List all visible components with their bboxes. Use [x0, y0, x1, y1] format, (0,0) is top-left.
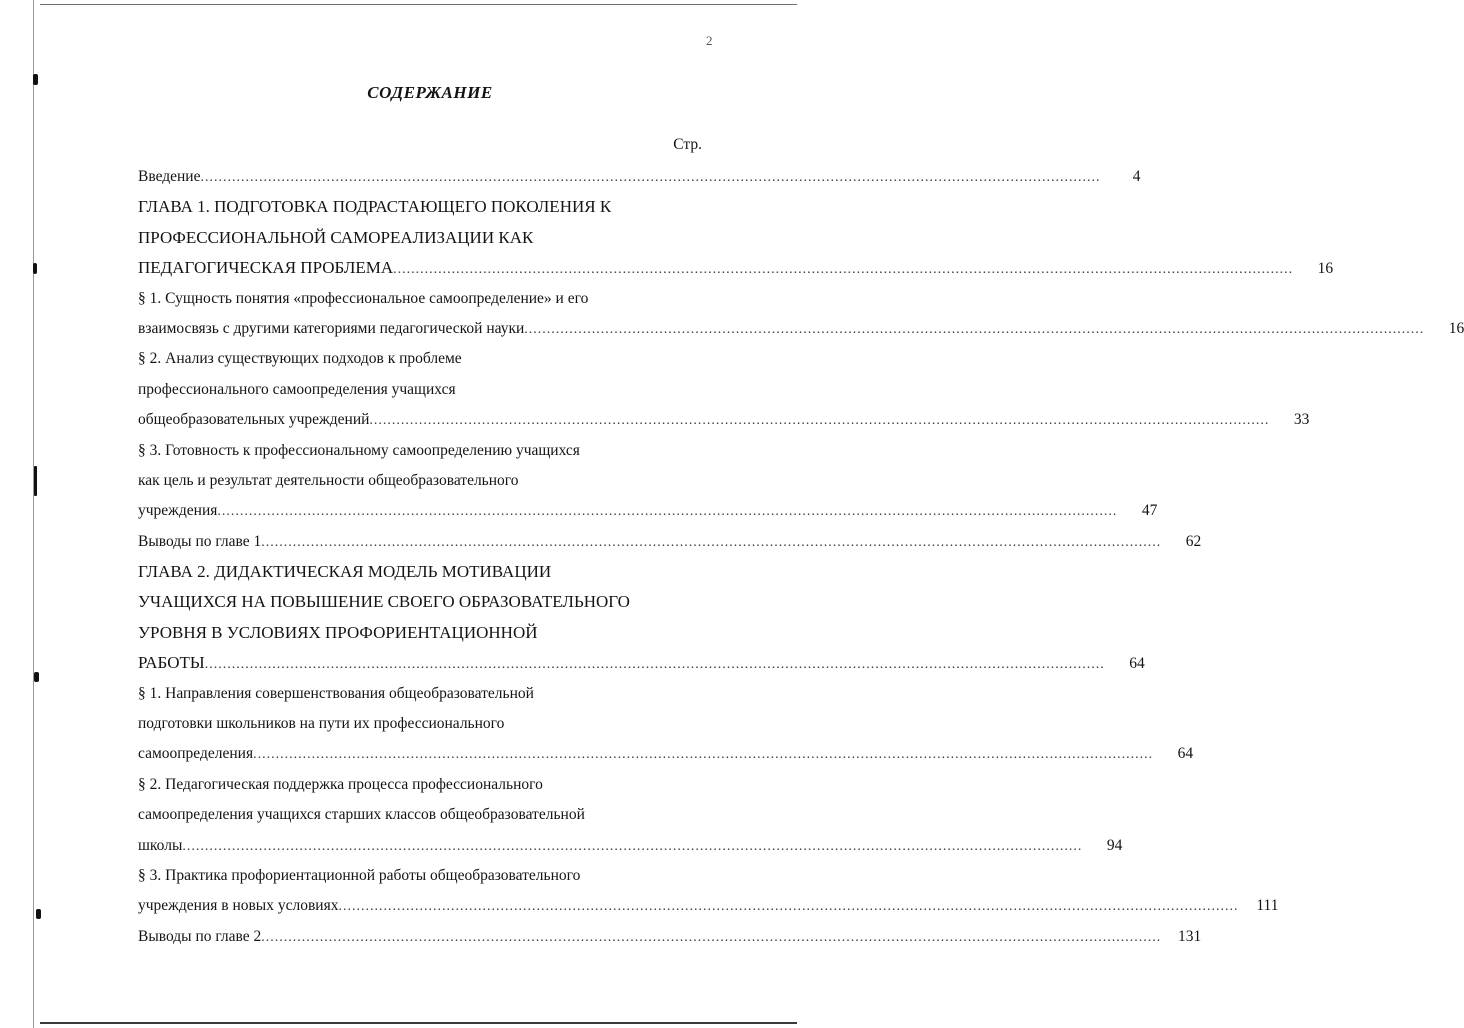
- scan-speck: [34, 672, 39, 682]
- toc-entry-title: учреждения: [138, 502, 218, 520]
- toc-entry: [138, 527, 1202, 557]
- toc-page-number: 64: [1177, 745, 1194, 763]
- toc-leader-dots: ........................................................................................................................................................................................................: [217, 504, 1118, 520]
- toc-entry-line: ПРОФЕССИОНАЛЬНОЙ САМОРЕАЛИЗАЦИИ КАК: [138, 227, 534, 247]
- toc-entry-line: § 1. Сущность понятия «профессиональное самоопределение» и его: [138, 289, 589, 307]
- toc-entry-title: Выводы по главе 2: [138, 927, 262, 945]
- toc-entry-last-line: [138, 527, 1202, 557]
- toc-entry-title: общеобразовательных учреждений: [138, 411, 370, 429]
- page-column-header: Стр.: [673, 136, 702, 153]
- page-title: СОДЕРЖАНИЕ: [367, 83, 493, 102]
- toc-entry: [138, 344, 1310, 435]
- toc-entry-last-line: [138, 162, 1141, 192]
- toc-leader-dots: ........................................................................................................................................................................................................: [253, 747, 1154, 763]
- table-of-contents: [138, 162, 1464, 952]
- toc-page-number: 16: [1448, 319, 1464, 337]
- toc-entry-title: ПЕДАГОГИЧЕСКАЯ ПРОБЛЕМА: [138, 258, 394, 278]
- toc-leader-dots: ........................................................................................................................................................................................................: [393, 262, 1294, 278]
- scan-edge-top: [40, 4, 797, 5]
- page-number: 2: [706, 33, 713, 48]
- toc-entry: [138, 436, 1158, 527]
- toc-page-number: 111: [1256, 897, 1279, 915]
- toc-entry-line: профессионального самоопределения учащихся: [138, 380, 456, 398]
- toc-entry-last-line: [138, 253, 1334, 283]
- toc-entry-line: ГЛАВА 2. ДИДАКТИЧЕСКАЯ МОДЕЛЬ МОТИВАЦИИ: [138, 562, 552, 582]
- toc-entry-last-line: [138, 922, 1202, 952]
- toc-entry-title: взаимосвязь с другими категориями педагогической науки: [138, 319, 525, 337]
- toc-entry-line: § 2. Анализ существующих подходов к проблеме: [138, 350, 462, 368]
- toc-page-number: 64: [1129, 655, 1145, 673]
- toc-entry-last-line: [138, 831, 1123, 861]
- toc-page-number: 94: [1106, 836, 1123, 854]
- toc-entry-line: подготовки школьников на пути их профессионального: [138, 715, 505, 733]
- toc-entry-line: § 3. Готовность к профессиональному самоопределению учащихся: [138, 441, 580, 459]
- toc-page-number: 62: [1185, 532, 1202, 550]
- toc-entry: [138, 192, 1334, 283]
- toc-entry-title: РАБОТЫ: [138, 653, 205, 673]
- toc-entry: [138, 922, 1202, 952]
- toc-entry-line: § 2. Педагогическая поддержка процесса профессионального: [138, 775, 543, 793]
- toc-leader-dots: ........................................................................................................................................................................................................: [182, 838, 1083, 854]
- toc-leader-dots: ........................................................................................................................................................................................................: [524, 321, 1425, 337]
- toc-entry-title: Введение: [138, 168, 201, 185]
- toc-leader-dots: ........................................................................................................................................................................................................: [369, 413, 1270, 429]
- toc-page-number: 16: [1317, 260, 1334, 278]
- toc-entry-title: самоопределения: [138, 745, 254, 763]
- toc-entry: [138, 557, 1145, 679]
- scan-speck: [33, 263, 37, 274]
- scan-speck: [33, 74, 38, 85]
- scan-edge-bottom: [40, 1022, 797, 1024]
- toc-entry-last-line: [138, 314, 1464, 344]
- scan-edge-left: [33, 0, 34, 1028]
- toc-entry: [138, 284, 1464, 345]
- toc-leader-dots: ........................................................................................................................................................................................................: [261, 534, 1162, 550]
- toc-entry-title: учреждения в новых условиях: [138, 897, 339, 915]
- toc-entry: [138, 861, 1279, 922]
- toc-entry-last-line: [138, 405, 1310, 435]
- toc-page-number: 131: [1178, 927, 1202, 945]
- toc-entry: [138, 679, 1194, 770]
- toc-leader-dots: ........................................................................................................................................................................................................: [204, 657, 1105, 673]
- toc-leader-dots: ........................................................................................................................................................................................................: [338, 899, 1239, 915]
- toc-entry-title: школы: [138, 836, 183, 854]
- toc-entry: [138, 770, 1123, 861]
- toc-page-number: 47: [1141, 502, 1158, 520]
- toc-entry-line: УРОВНЯ В УСЛОВИЯХ ПРОФОРИЕНТАЦИОННОЙ: [138, 622, 538, 642]
- toc-entry-title: Выводы по главе 1: [138, 532, 262, 550]
- toc-entry-line: § 3. Практика профориентационной работы общеобразовательного: [138, 866, 581, 884]
- scan-speck: [36, 909, 41, 919]
- toc-entry-line: УЧАЩИХСЯ НА ПОВЫШЕНИЕ СВОЕГО ОБРАЗОВАТЕЛЬНОГО: [138, 592, 630, 612]
- toc-entry-line: как цель и результат деятельности общеобразовательного: [138, 471, 519, 489]
- toc-leader-dots: ........................................................................................................................................................................................................: [261, 929, 1162, 945]
- toc-entry-line: самоопределения учащихся старших классов общеобразовательной: [138, 806, 585, 824]
- toc-leader-dots: ........................................................................................................................................................................................................: [200, 170, 1101, 185]
- toc-entry-last-line: [138, 739, 1194, 769]
- toc-entry-line: ГЛАВА 1. ПОДГОТОВКА ПОДРАСТАЮЩЕГО ПОКОЛЕНИЯ К: [138, 197, 612, 217]
- toc-entry: [138, 162, 1141, 192]
- toc-page-number: 33: [1293, 411, 1310, 429]
- toc-entry-last-line: [138, 648, 1145, 678]
- toc-entry-line: § 1. Направления совершенствования общеобразовательной: [138, 684, 534, 702]
- toc-page-number: 4: [1132, 168, 1141, 185]
- toc-entry-last-line: [138, 891, 1279, 921]
- scan-speck: [34, 466, 37, 496]
- toc-entry-last-line: [138, 496, 1158, 526]
